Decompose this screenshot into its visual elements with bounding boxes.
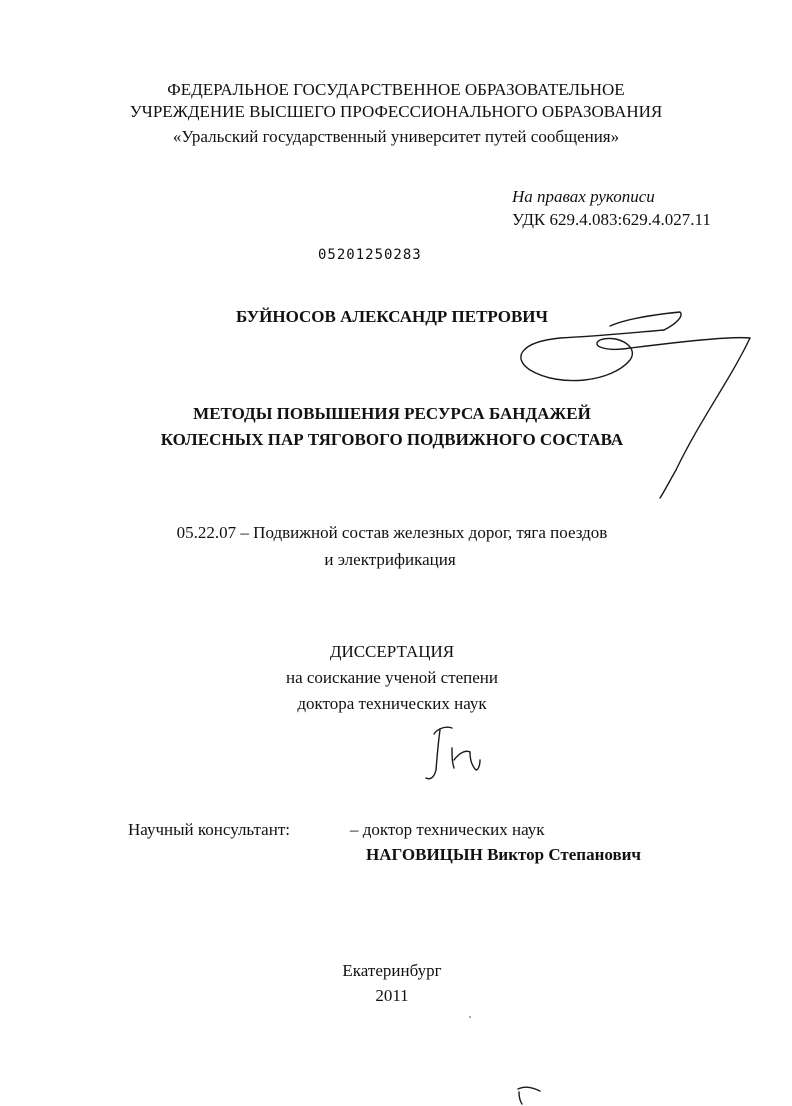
- title-line-2: КОЛЕСНЫХ ПАР ТЯГОВОГО ПОДВИЖНОГО СОСТАВА: [160, 430, 624, 449]
- specialty-line-1: 05.22.07 – Подвижной состав железных дорог, тяга поездов: [176, 523, 608, 542]
- document-code: 05201250283: [318, 247, 422, 263]
- udc-code: УДК 629.4.083:629.4.027.11: [512, 210, 711, 229]
- institution-line-2: УЧРЕЖДЕНИЕ ВЫСШЕГО ПРОФЕССИОНАЛЬНОГО ОБРАЗОВАНИЯ: [129, 102, 663, 121]
- specialty-line-2: и электрификация: [324, 550, 456, 569]
- consultant-name: НАГОВИЦЫН Виктор Степанович: [366, 845, 642, 864]
- bottom-stray-mark: [518, 1087, 540, 1104]
- speck-dot: [469, 1016, 471, 1018]
- dissertation-label: ДИССЕРТАЦИЯ: [329, 642, 455, 661]
- consultant-degree: – доктор технических наук: [350, 820, 545, 839]
- author-name: БУЙНОСОВ АЛЕКСАНДР ПЕТРОВИЧ: [236, 307, 548, 326]
- city: Екатеринбург: [342, 961, 442, 980]
- university-name: «Уральский государственный университет путей сообщения»: [172, 127, 620, 146]
- degree-line-1: на соискание ученой степени: [285, 668, 499, 687]
- degree-line-2: доктора технических наук: [297, 694, 487, 713]
- institution-line-1: ФЕДЕРАЛЬНОЕ ГОСУДАРСТВЕННОЕ ОБРАЗОВАТЕЛЬНОЕ: [167, 80, 625, 99]
- year: 2011: [375, 986, 409, 1005]
- manuscript-rights: На правах рукописи: [512, 187, 655, 206]
- title-line-1: МЕТОДЫ ПОВЫШЕНИЯ РЕСУРСА БАНДАЖЕЙ: [193, 404, 591, 423]
- initials-mark: [426, 727, 480, 778]
- consultant-label: Научный консультант:: [128, 820, 290, 839]
